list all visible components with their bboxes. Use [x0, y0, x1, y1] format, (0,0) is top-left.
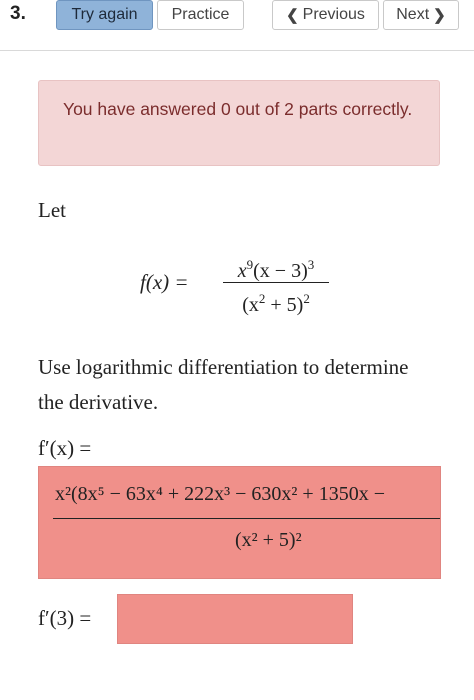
answer-fraction-bar	[53, 518, 441, 519]
previous-label: Previous	[302, 6, 365, 23]
top-navigation-bar	[0, 0, 474, 51]
try-again-label: Try again	[71, 6, 138, 23]
try-again-button[interactable]	[56, 0, 153, 30]
function-fraction	[223, 250, 329, 315]
derivative-at-3-label: f′(3) =	[38, 606, 92, 630]
next-label: Next	[396, 6, 430, 23]
function-lhs: f(x) =	[140, 270, 189, 294]
previous-button[interactable]	[272, 0, 379, 30]
practice-button[interactable]	[157, 0, 244, 30]
practice-label: Practice	[171, 6, 230, 23]
chevron-left-icon: ❮	[286, 7, 299, 24]
derivative-answer-field[interactable]	[38, 466, 441, 579]
let-text: Let	[38, 198, 66, 222]
question-number: 3.	[10, 3, 26, 24]
answer-denominator: (x² + 5)²	[235, 529, 302, 551]
answer-numerator: x²(8x⁵ − 63x⁴ + 222x³ − 630x² + 1350x −	[55, 483, 385, 505]
fraction-bar	[223, 282, 329, 283]
function-numerator: $x^9(x - 3)^3$	[237, 257, 315, 282]
chevron-right-icon: ❯	[433, 7, 446, 24]
score-alert-message: You have answered 0 out of 2 parts correctly.	[63, 99, 413, 119]
instruction-text: Use logarithmic differentiation to determine the derivative.	[38, 355, 409, 414]
score-alert	[38, 80, 440, 166]
derivative-at-3-input[interactable]	[117, 594, 353, 644]
function-denominator: $(x^2 + 5)^2$	[242, 291, 310, 316]
derivative-label: f′(x) =	[38, 436, 92, 460]
next-button[interactable]	[383, 0, 459, 30]
